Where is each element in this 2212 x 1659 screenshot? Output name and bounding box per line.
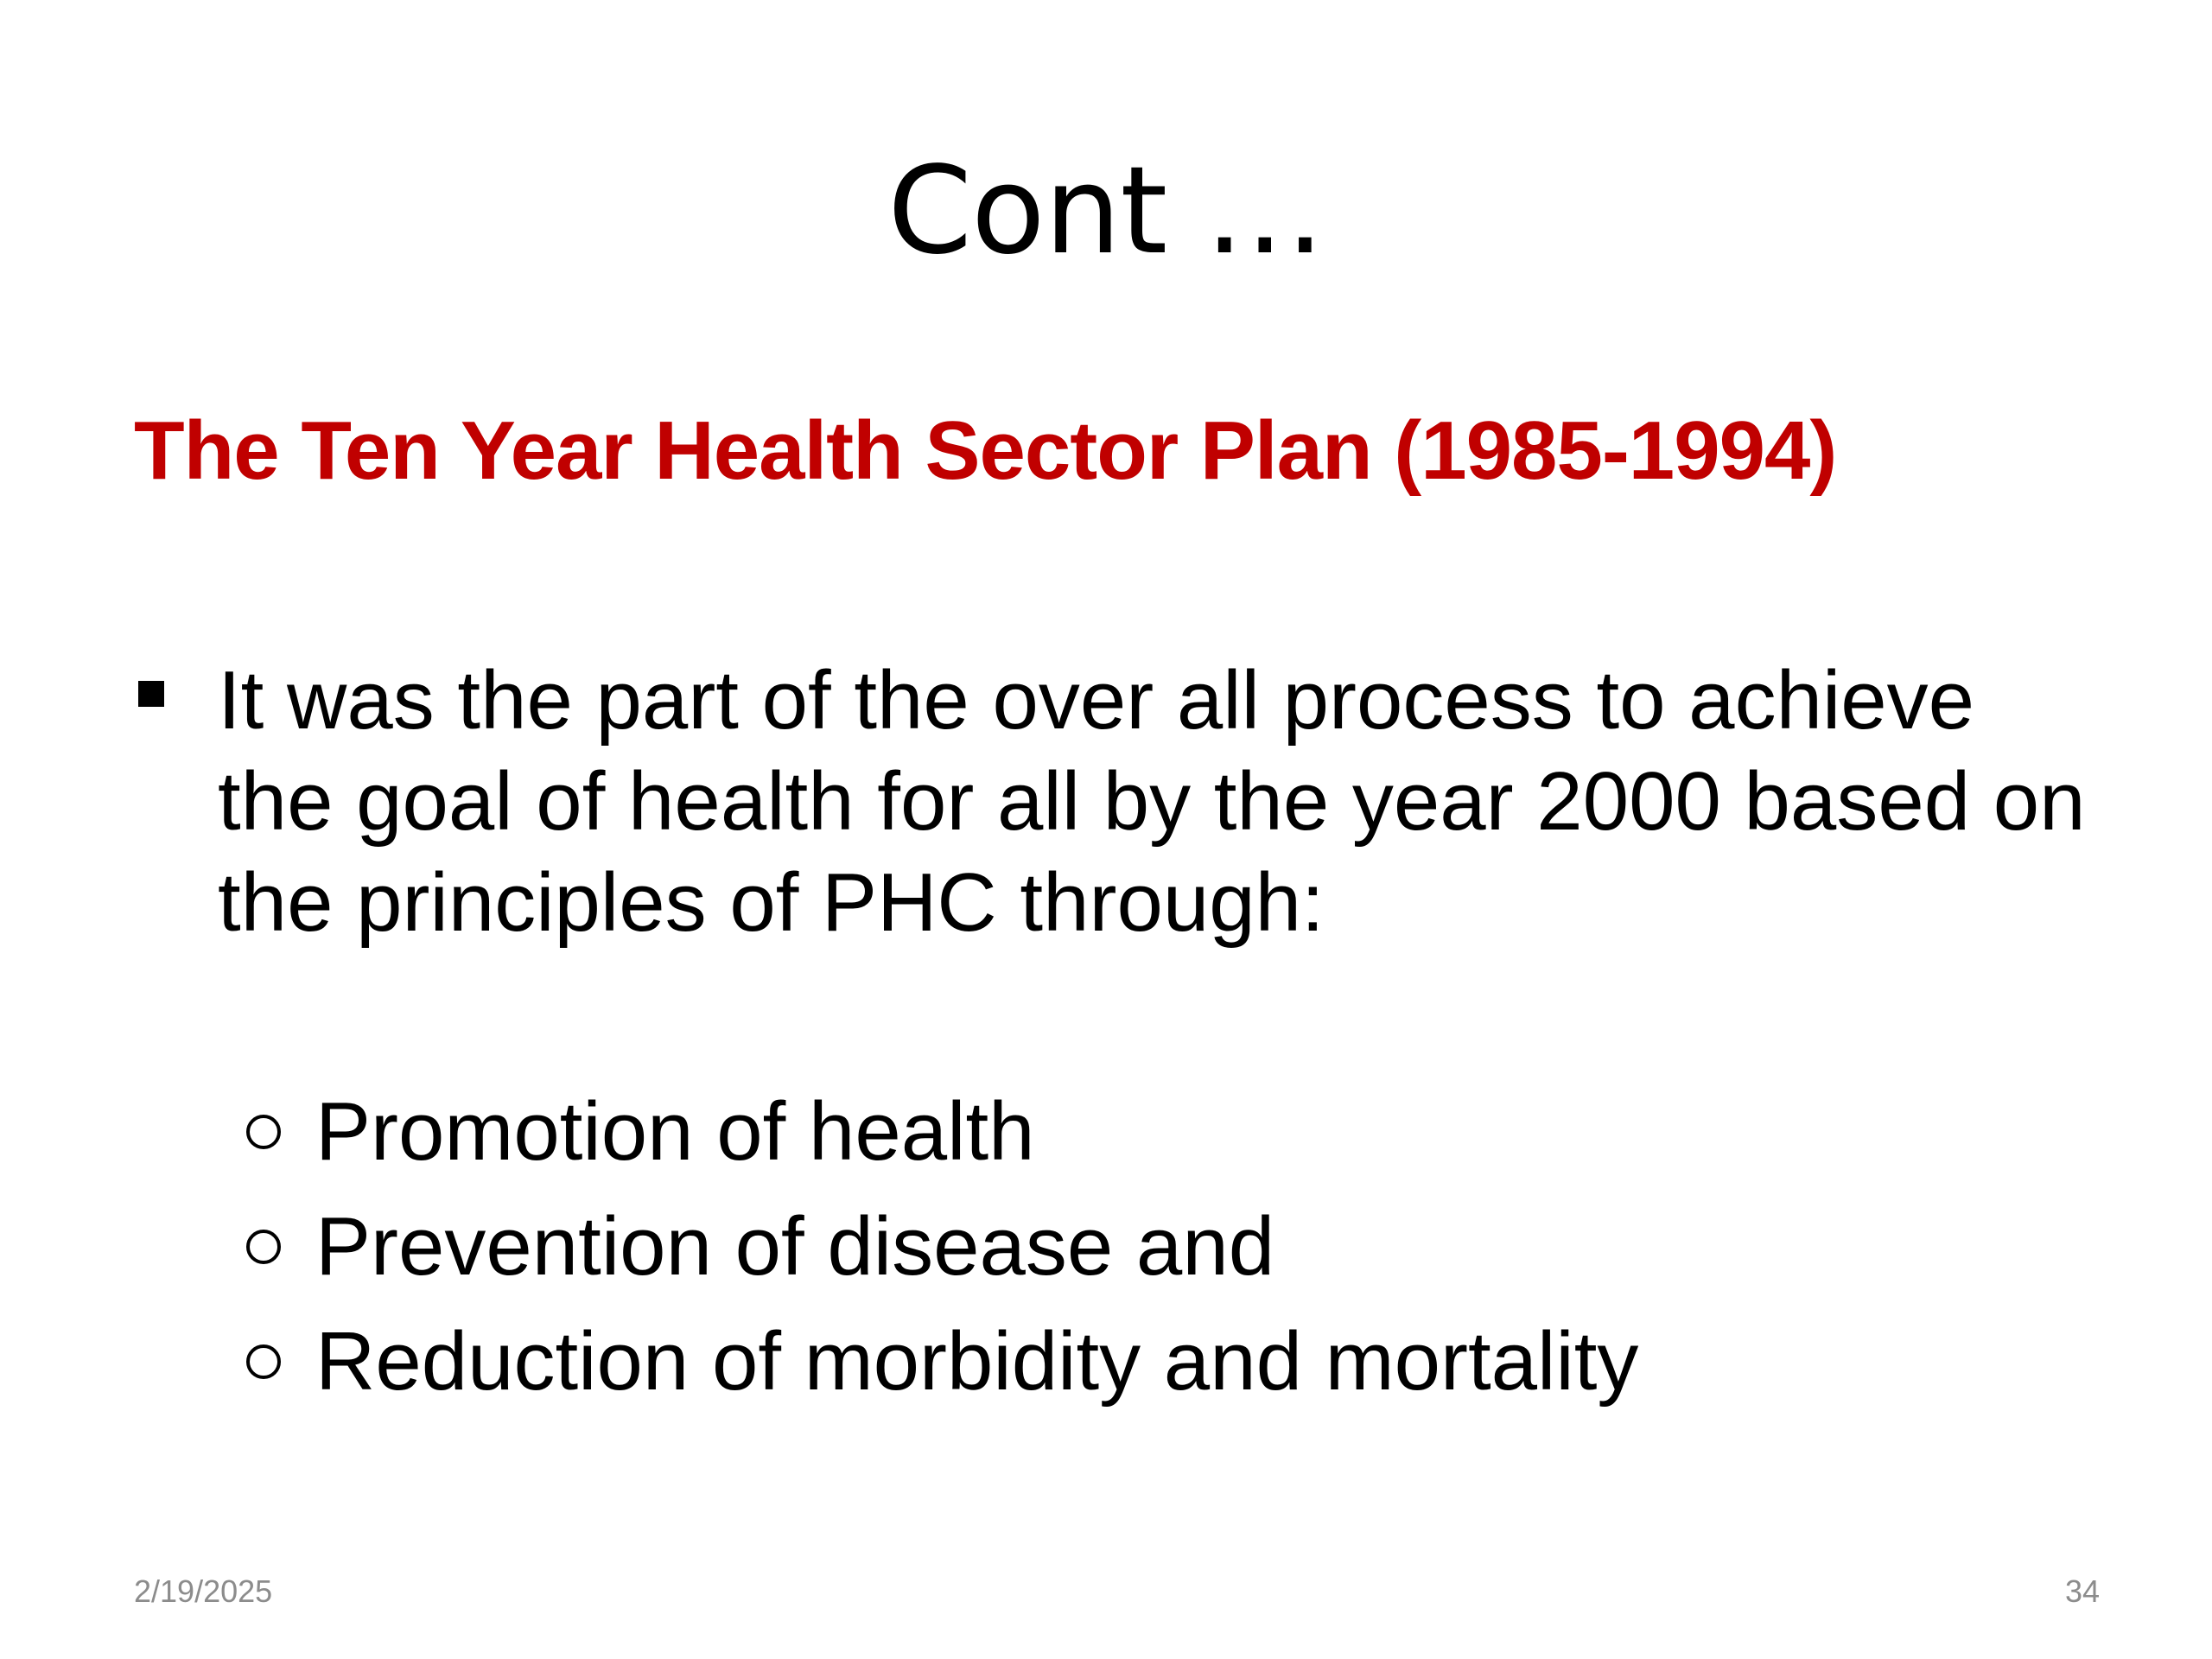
- slide-title: Cont …: [887, 141, 1325, 282]
- sub-bullet-list: [246, 1080, 1888, 1425]
- sub-bullet-item: [246, 1195, 1888, 1310]
- sub-bullet-text: Prevention of disease and: [315, 1200, 1275, 1293]
- sub-bullet-item: [246, 1080, 1888, 1195]
- sub-bullet-item: [246, 1310, 1888, 1425]
- square-bullet-icon: [138, 681, 164, 707]
- footer-date: 2/19/2025: [134, 1573, 273, 1609]
- circle-bullet-icon: [246, 1230, 281, 1264]
- sub-bullet-text: Reduction of morbidity and mortality: [315, 1315, 1639, 1408]
- sub-bullet-text: Promotion of health: [315, 1085, 1035, 1178]
- footer-page-number: 34: [2064, 1573, 2100, 1609]
- circle-bullet-icon: [246, 1344, 281, 1379]
- bullet-text: It was the part of the over all process to achieve the goal of health for all by the year 2000 based on the principles of PHC through:: [218, 654, 2086, 949]
- circle-bullet-icon: [246, 1115, 281, 1149]
- slide-subtitle: The Ten Year Health Sector Plan (1985-1994): [134, 404, 1837, 497]
